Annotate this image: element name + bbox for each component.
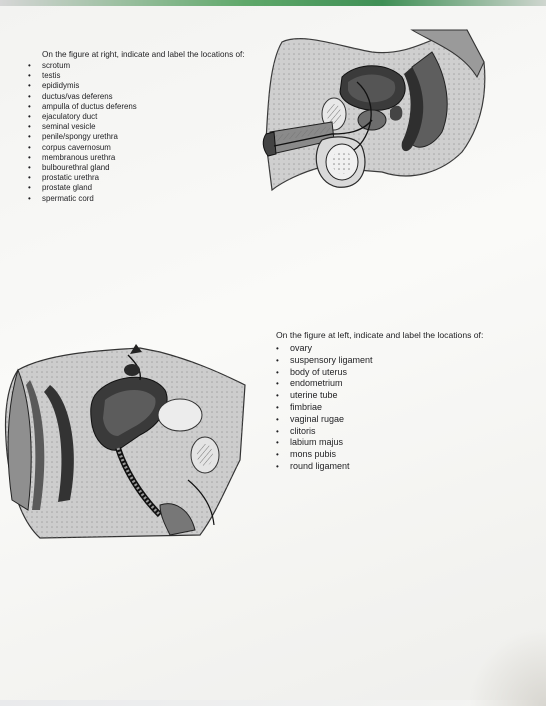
male-structure-list-item: • corpus cavernosum (42, 143, 245, 153)
male-pelvis-figure (262, 22, 492, 192)
female-structure-list-item: • mons pubis (276, 449, 483, 461)
male-structure-list-item: • spermatic cord (42, 194, 245, 204)
page-shadow (470, 626, 546, 706)
female-structure-list-item: • labium majus (276, 437, 483, 449)
male-structure-list-item: • penile/spongy urethra (42, 132, 245, 142)
male-structure-list-item: • bulbourethral gland (42, 163, 245, 173)
female-structure-list-item: • body of uterus (276, 367, 483, 379)
male-structure-list-item: • ejaculatory duct (42, 112, 245, 122)
female-structure-list-item: • uterine tube (276, 390, 483, 402)
male-structure-list-item: • membranous urethra (42, 153, 245, 163)
male-structure-list-item: • testis (42, 71, 245, 81)
female-structure-list-item: • endometrium (276, 378, 483, 390)
male-structure-list-item: • scrotum (42, 61, 245, 71)
male-structure-list-item: • seminal vesicle (42, 122, 245, 132)
male-structure-list (42, 61, 245, 204)
female-structure-list-item: • clitoris (276, 426, 483, 438)
female-structure-list-item: • vaginal rugae (276, 414, 483, 426)
male-label-list (42, 50, 245, 204)
female-structure-list-item: • ovary (276, 343, 483, 355)
female-structure-list-item: • fimbriae (276, 402, 483, 414)
female-pelvis-illustration (0, 340, 250, 545)
female-pelvis-figure (0, 340, 250, 545)
female-structure-list-item: • round ligament (276, 461, 483, 473)
male-pelvis-illustration (262, 22, 492, 192)
male-structure-list-item: • ampulla of ductus deferens (42, 102, 245, 112)
male-structure-list-item: • ductus/vas deferens (42, 92, 245, 102)
female-structure-list-item: • suspensory ligament (276, 355, 483, 367)
female-label-list (276, 330, 483, 473)
female-instructions-heading: On the figure at left, indicate and label the locations of: (276, 330, 484, 340)
male-structure-list-item: • prostatic urethra (42, 173, 245, 183)
female-structure-list (276, 343, 483, 473)
male-instructions-heading: On the figure at right, indicate and label the locations of: (42, 50, 245, 59)
male-structure-list-item: • prostate gland (42, 183, 245, 193)
male-structure-list-item: • epididymis (42, 81, 245, 91)
